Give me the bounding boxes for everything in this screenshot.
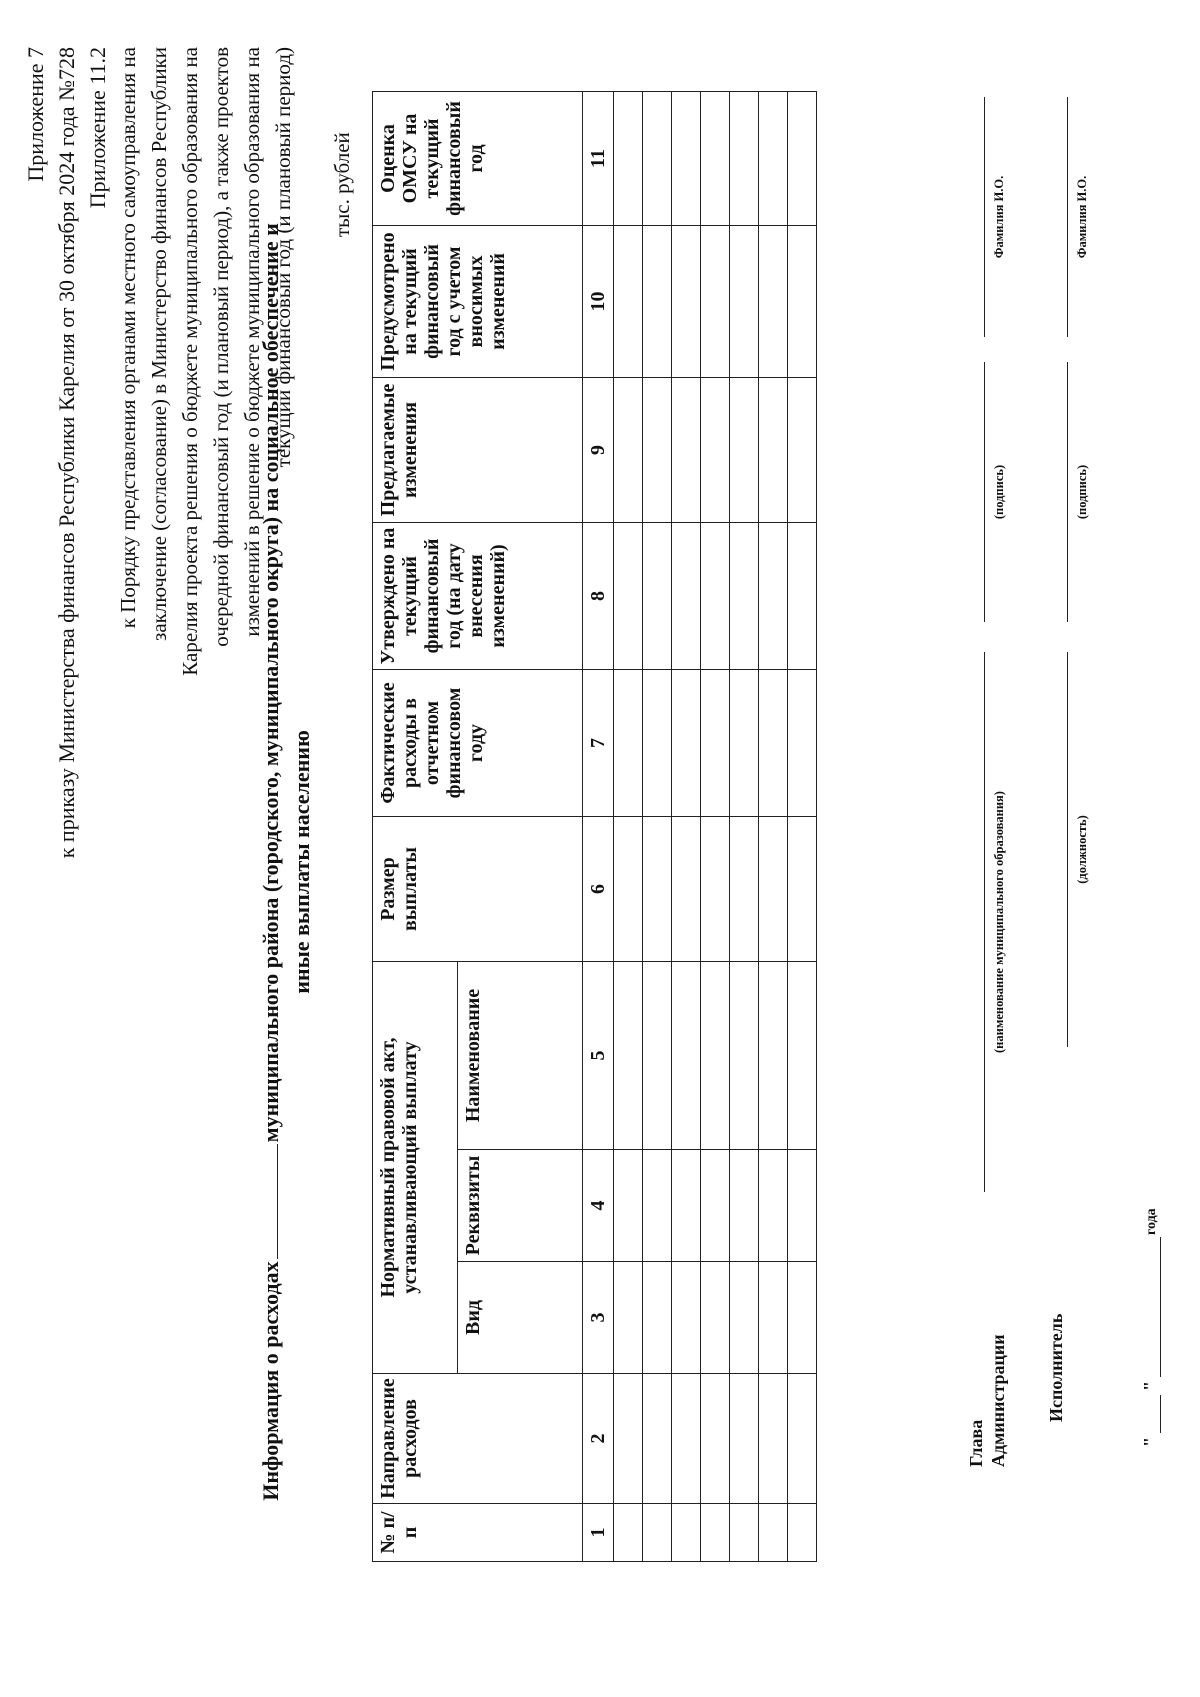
date-quote-close: " xyxy=(1140,1381,1160,1391)
table-row xyxy=(614,92,643,1562)
col-num: 7 xyxy=(583,670,614,817)
expenses-table xyxy=(372,91,817,1562)
column-number-row xyxy=(583,92,614,1562)
table-cell[interactable] xyxy=(672,92,701,226)
table-cell[interactable] xyxy=(788,962,817,1150)
table-cell[interactable] xyxy=(643,523,672,670)
head-name-line[interactable] xyxy=(984,97,985,337)
table-cell[interactable] xyxy=(643,962,672,1150)
table-cell[interactable] xyxy=(730,962,759,1150)
date-month-blank[interactable] xyxy=(1160,1237,1161,1377)
executor-signature-line[interactable] xyxy=(1067,362,1068,622)
table-cell[interactable] xyxy=(730,1262,759,1374)
table-cell[interactable] xyxy=(788,1374,817,1504)
table-cell[interactable] xyxy=(730,1374,759,1504)
table-cell[interactable] xyxy=(759,817,788,962)
table-cell[interactable] xyxy=(730,817,759,962)
table-cell[interactable] xyxy=(614,1262,643,1374)
head-label xyxy=(965,1334,1009,1467)
title-blank xyxy=(257,1144,278,1259)
table-cell[interactable] xyxy=(614,670,643,817)
table-cell[interactable] xyxy=(730,92,759,226)
table-cell[interactable] xyxy=(672,1150,701,1262)
table-cell[interactable] xyxy=(672,1262,701,1374)
col-num: 2 xyxy=(583,1374,614,1504)
procedure-text: к Порядку представления органами местного самоуправления на заключение (согласование) в Министерство финансов Республики Карелия проекта решения о бюджете муниципального образования на очередной финансовый год (и плановый период), а также проектов изменений в решение о бюджете муниципального образования на текущий финансовый год (и плановый период) xyxy=(116,47,295,676)
table-row xyxy=(643,92,672,1562)
table-cell[interactable] xyxy=(701,1504,730,1562)
table-body xyxy=(614,92,817,1562)
table-cell[interactable] xyxy=(672,1504,701,1562)
table-cell[interactable] xyxy=(614,1374,643,1504)
table-cell[interactable] xyxy=(643,1262,672,1374)
form-title-line-2: иные выплаты населению xyxy=(289,730,314,994)
date-year-word: года xyxy=(1144,1208,1159,1235)
mo-name-line[interactable] xyxy=(984,652,985,1192)
table-cell[interactable] xyxy=(730,523,759,670)
table-cell[interactable] xyxy=(759,962,788,1150)
header-c4: Реквизиты xyxy=(458,1150,583,1262)
header-c7: Фактические расходы в отчетном финансовом году xyxy=(373,670,583,817)
table-cell[interactable] xyxy=(614,1150,643,1262)
col-num: 11 xyxy=(583,92,614,226)
table-row xyxy=(730,92,759,1562)
head-signature-line[interactable] xyxy=(984,362,985,622)
mo-name-caption: (наименование муниципального образования) xyxy=(992,791,1006,1053)
table-cell[interactable] xyxy=(788,817,817,962)
table-cell[interactable] xyxy=(759,1150,788,1262)
title-prefix: Информация о расходах xyxy=(258,1261,283,1501)
table-cell[interactable] xyxy=(701,378,730,523)
table-cell[interactable] xyxy=(759,92,788,226)
executor-name-line[interactable] xyxy=(1067,97,1068,337)
header-c8: Утверждено на текущий финансовый год (на дату внесения изменений) xyxy=(373,523,583,670)
table-cell[interactable] xyxy=(643,817,672,962)
executor-position-line[interactable] xyxy=(1067,652,1068,1047)
order-reference: к приказу Министерства финансов Республики Карелия от 30 октября 2024 года №728 xyxy=(54,47,79,859)
header-c9: Предлагаемые изменения xyxy=(373,378,583,523)
header-group-legal-act: Нормативный правовой акт, устанавливающий выплату xyxy=(373,962,458,1374)
table-cell[interactable] xyxy=(788,670,817,817)
header-c10: Предусмотрено на текущий финансовый год с учетом вносимых изменений xyxy=(373,226,583,378)
header-c2: Направление расходов xyxy=(373,1374,583,1504)
table-cell[interactable] xyxy=(788,1504,817,1562)
col-num: 9 xyxy=(583,378,614,523)
head-label-line-1: Глава xyxy=(966,1419,986,1467)
table-cell[interactable] xyxy=(614,226,643,378)
table-cell[interactable] xyxy=(701,817,730,962)
title-suffix: муниципального района (городского, муниципального округа) на социальное обеспечение и xyxy=(258,223,283,1143)
table-row xyxy=(759,92,788,1562)
table-cell[interactable] xyxy=(614,378,643,523)
col-num: 1 xyxy=(583,1504,614,1562)
executor-position-caption: (должность) xyxy=(1075,815,1089,884)
head-label-line-2: Администрации xyxy=(988,1334,1008,1467)
table-cell[interactable] xyxy=(788,523,817,670)
col-num: 6 xyxy=(583,817,614,962)
table-cell[interactable] xyxy=(701,1262,730,1374)
table-cell[interactable] xyxy=(701,962,730,1150)
table-cell[interactable] xyxy=(614,92,643,226)
executor-signature-caption: (подпись) xyxy=(1075,464,1089,520)
table-cell[interactable] xyxy=(614,523,643,670)
header-c11: Оценка ОМСУ на текущий финансовый год xyxy=(373,92,583,226)
table-cell[interactable] xyxy=(730,378,759,523)
date-line xyxy=(1140,1147,1170,1447)
table-cell[interactable] xyxy=(730,670,759,817)
date-day-blank[interactable] xyxy=(1160,1395,1161,1433)
appendix-11-2-label: Приложение 11.2 xyxy=(85,47,110,209)
table-cell[interactable] xyxy=(788,226,817,378)
table-cell[interactable] xyxy=(672,817,701,962)
units-label: тыс. рублей xyxy=(330,132,354,237)
table-cell[interactable] xyxy=(788,378,817,523)
header-c3: Вид xyxy=(458,1262,583,1374)
col-num: 3 xyxy=(583,1262,614,1374)
table-cell[interactable] xyxy=(643,226,672,378)
executor-name-caption: Фамилия И.О. xyxy=(1075,175,1089,259)
header-c6: Размер выплаты xyxy=(373,817,583,962)
table-cell[interactable] xyxy=(701,523,730,670)
table-cell[interactable] xyxy=(672,378,701,523)
table-cell[interactable] xyxy=(701,1150,730,1262)
table-cell[interactable] xyxy=(701,670,730,817)
table-cell[interactable] xyxy=(759,1262,788,1374)
col-num: 8 xyxy=(583,523,614,670)
table-cell[interactable] xyxy=(643,1150,672,1262)
table-cell[interactable] xyxy=(643,1374,672,1504)
table-cell[interactable] xyxy=(788,1150,817,1262)
col-num: 5 xyxy=(583,962,614,1150)
table-cell[interactable] xyxy=(672,670,701,817)
header-row-1 xyxy=(373,92,458,1562)
table-cell[interactable] xyxy=(788,92,817,226)
table-cell[interactable] xyxy=(672,226,701,378)
table-cell[interactable] xyxy=(759,226,788,378)
table-cell[interactable] xyxy=(759,1374,788,1504)
header-c5: Наименование xyxy=(458,962,583,1150)
date-quote-open: " xyxy=(1140,1437,1160,1447)
table-cell[interactable] xyxy=(759,523,788,670)
table-row xyxy=(701,92,730,1562)
table-cell[interactable] xyxy=(672,523,701,670)
table-cell[interactable] xyxy=(759,670,788,817)
head-signature-caption: (подпись) xyxy=(992,464,1006,520)
table-cell[interactable] xyxy=(672,962,701,1150)
table-cell[interactable] xyxy=(730,226,759,378)
table-cell[interactable] xyxy=(730,1150,759,1262)
table-row xyxy=(788,92,817,1562)
table-row xyxy=(672,92,701,1562)
table-cell[interactable] xyxy=(614,817,643,962)
table-cell[interactable] xyxy=(643,670,672,817)
col-num: 10 xyxy=(583,226,614,378)
table-cell[interactable] xyxy=(672,1374,701,1504)
executor-label: Исполнитель xyxy=(1046,1313,1066,1422)
table-cell[interactable] xyxy=(759,1504,788,1562)
table-cell[interactable] xyxy=(614,962,643,1150)
table-cell[interactable] xyxy=(788,1262,817,1374)
head-name-caption: Фамилия И.О. xyxy=(992,175,1006,259)
table-cell[interactable] xyxy=(614,1504,643,1562)
table-cell[interactable] xyxy=(730,1504,759,1562)
table-cell[interactable] xyxy=(701,1374,730,1504)
table-cell[interactable] xyxy=(759,378,788,523)
header-c1: № п/п xyxy=(373,1504,583,1562)
appendix-7-label: Приложение 7 xyxy=(23,47,48,182)
table-cell[interactable] xyxy=(701,92,730,226)
table-cell[interactable] xyxy=(701,226,730,378)
col-num: 4 xyxy=(583,1150,614,1262)
table-cell[interactable] xyxy=(643,92,672,226)
form-title-line-1 xyxy=(255,147,286,1577)
table-cell[interactable] xyxy=(643,378,672,523)
table-cell[interactable] xyxy=(643,1504,672,1562)
